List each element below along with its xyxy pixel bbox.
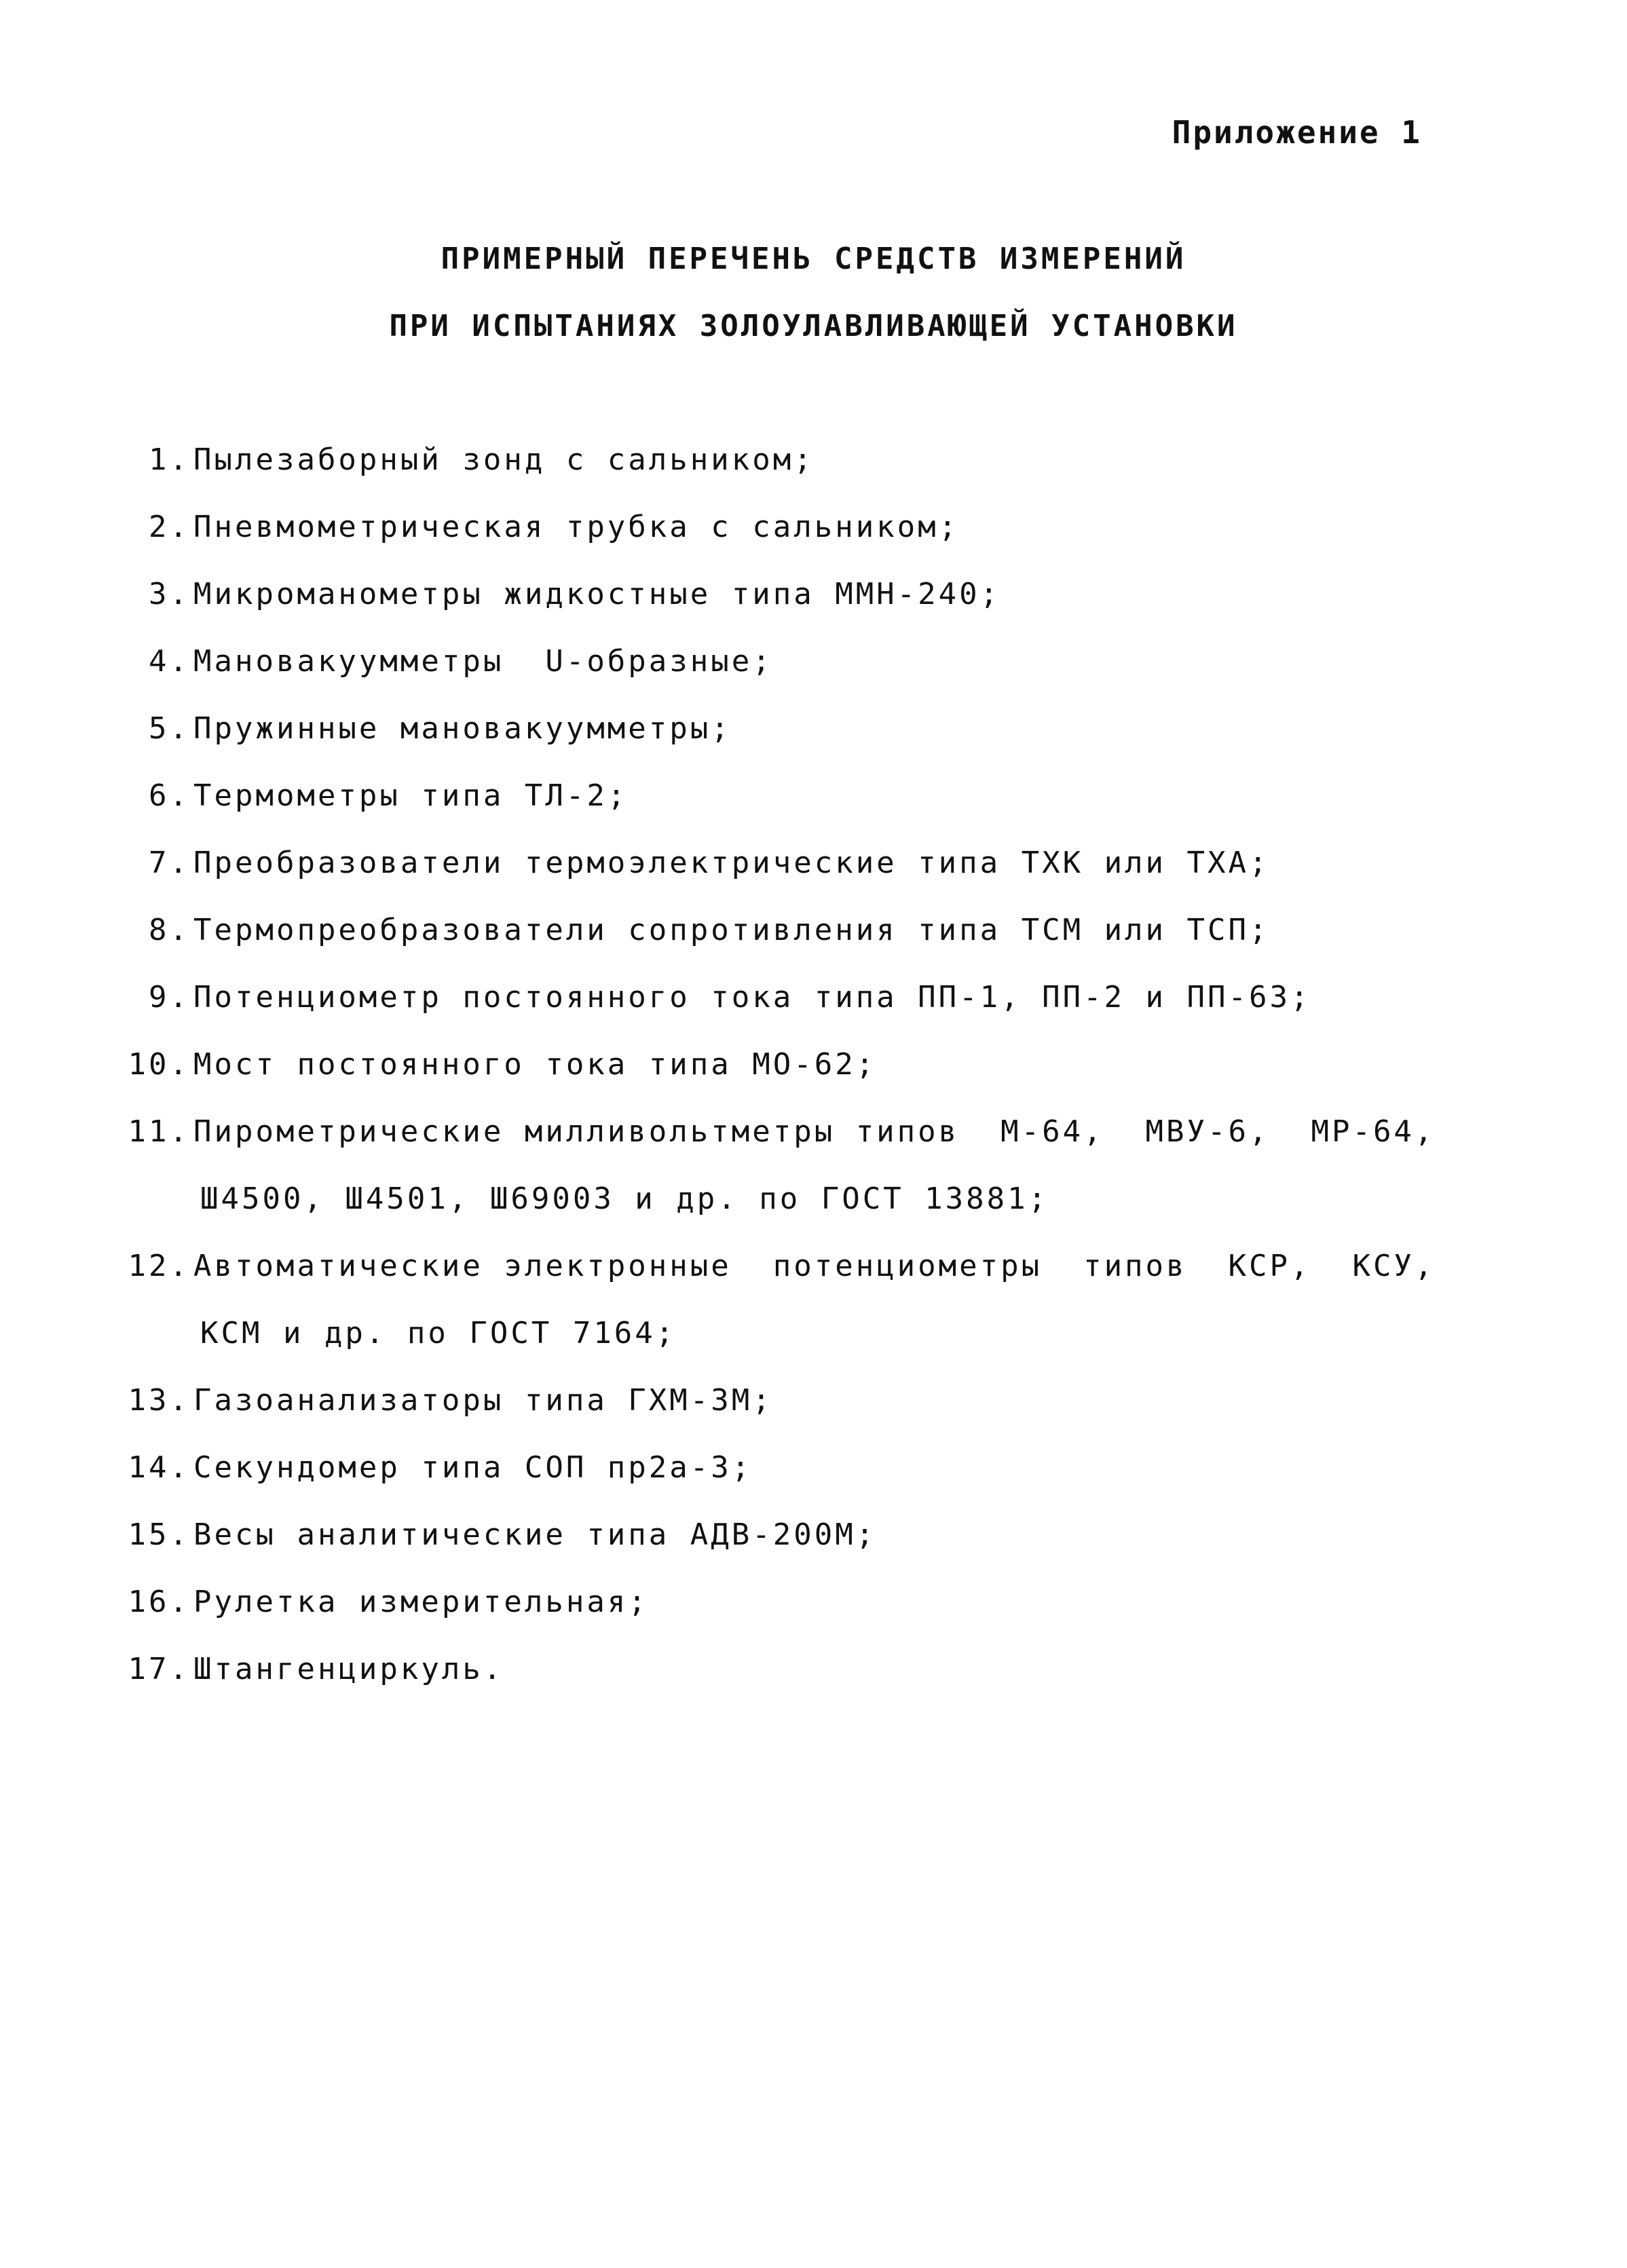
list-item (0, 1582, 1627, 1649)
list-item (0, 1380, 1627, 1448)
list-item (0, 507, 1627, 574)
list-item (0, 776, 1627, 843)
list-item (0, 1649, 1627, 1716)
item-number: 11. (128, 1114, 190, 1149)
item-text: Микроманометры жидкостные типа ММН-240; (193, 577, 1001, 611)
item-number: 14. (128, 1450, 190, 1485)
item-text: Преобразователи термоэлектрические типа ТХК или ТХА; (193, 846, 1270, 880)
item-number: 16. (128, 1585, 190, 1619)
item-number: 10. (128, 1047, 190, 1082)
list-item (0, 1044, 1627, 1112)
list-item (0, 910, 1627, 977)
item-number: 13. (128, 1383, 190, 1418)
list-item (0, 641, 1627, 708)
list-item (0, 1246, 1627, 1380)
document-title-line-1: ПРИМЕРНЫЙ ПЕРЕЧЕНЬ СРЕДСТВ ИЗМЕРЕНИЙ (441, 242, 1186, 276)
item-number: 5. (149, 711, 190, 746)
list-item (0, 1448, 1627, 1515)
item-text: Мост постоянного тока типа МО-62; (193, 1047, 877, 1082)
list-item (0, 1112, 1627, 1246)
item-text: Потенциометр постоянного тока типа ПП-1, ПП-2 и ПП-63; (193, 980, 1311, 1015)
item-text: Пылезаборный зонд с сальником; (193, 442, 815, 477)
item-text: Термопреобразователи сопротивления типа ТСМ или ТСП; (193, 913, 1270, 947)
list-item (0, 1515, 1627, 1582)
item-text: Весы аналитические типа АДВ-200М; (193, 1517, 877, 1552)
item-number: 15. (128, 1517, 190, 1552)
item-number: 4. (149, 644, 190, 679)
list-item (0, 574, 1627, 641)
item-text-continuation: Ш4500, Ш4501, Ш69003 и др. по ГОСТ 13881; (200, 1182, 1049, 1216)
instrument-list (0, 440, 1627, 1716)
item-number: 3. (149, 577, 190, 611)
list-item (0, 977, 1627, 1044)
item-number: 12. (128, 1249, 190, 1283)
item-text: Пружинные мановакуумметры; (193, 711, 732, 746)
item-text-continuation: КСМ и др. по ГОСТ 7164; (200, 1316, 677, 1350)
item-text: Пневмометрическая трубка с сальником; (193, 510, 960, 544)
list-item (0, 440, 1627, 507)
item-text: Автоматические электронные потенциометры типов КСР, КСУ, (193, 1249, 1436, 1283)
item-number: 1. (149, 442, 190, 477)
document-title-line-2: ПРИ ИСПЫТАНИЯХ ЗОЛОУЛАВЛИВАЮЩЕЙ УСТАНОВКИ (389, 309, 1238, 343)
item-text: Штангенциркуль. (193, 1652, 504, 1686)
item-text: Мановакуумметры U-образные; (193, 644, 773, 679)
item-text: Газоанализаторы типа ГХМ-3М; (193, 1383, 773, 1418)
item-number: 6. (149, 778, 190, 813)
item-text: Пирометрические милливольтметры типов М-64, МВУ-6, МР-64, (193, 1114, 1436, 1149)
item-text: Рулетка измерительная; (193, 1585, 649, 1619)
item-number: 7. (149, 846, 190, 880)
list-item (0, 843, 1627, 910)
appendix-label: Приложение 1 (1172, 114, 1422, 151)
item-number: 2. (149, 510, 190, 544)
item-number: 9. (149, 980, 190, 1015)
item-text: Секундомер типа СОП пр2а-3; (193, 1450, 753, 1485)
item-number: 8. (149, 913, 190, 947)
list-item (0, 708, 1627, 776)
item-number: 17. (128, 1652, 190, 1686)
item-text: Термометры типа ТЛ-2; (193, 778, 629, 813)
